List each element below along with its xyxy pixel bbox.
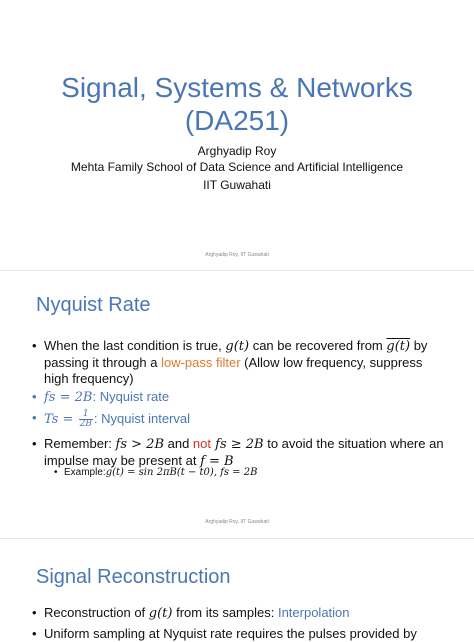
interpolation-term: Interpolation <box>277 605 350 620</box>
slide-heading-signal-reconstruction: Signal Reconstruction <box>36 566 231 588</box>
slide-divider <box>0 538 474 539</box>
text-segment: Remember: <box>44 436 116 451</box>
course-title-line1: Signal, Systems & Networks <box>61 72 413 103</box>
fraction-denominator: 2B <box>79 419 92 429</box>
bullet-dot: • <box>32 436 37 451</box>
bullet-recovery <box>32 338 452 386</box>
bullet-nyquist-interval <box>32 410 452 430</box>
text-segment: to avoid the situation where an impulse may be present at <box>44 436 444 468</box>
math-fs-equals-2b: fs = 2B <box>44 390 93 405</box>
text-segment: (Allow low frequency, suppress high frequency) <box>44 355 423 386</box>
bullet-dot: • <box>54 467 58 478</box>
bullet-reconstruction <box>32 605 452 621</box>
slide-heading-nyquist-rate: Nyquist Rate <box>36 294 151 316</box>
slide-divider <box>0 270 474 271</box>
not-emphasis: not <box>192 436 211 451</box>
math-g-of-t: g(t) <box>148 606 173 621</box>
text-segment: : Nyquist rate <box>92 389 170 404</box>
clipped-bullet <box>32 626 452 641</box>
text-segment: from its samples: <box>172 605 278 620</box>
bullet-nyquist-rate <box>32 389 452 405</box>
title-slide <box>0 0 474 270</box>
bullet-text <box>44 389 450 406</box>
bullet-dot: • <box>32 410 37 425</box>
math-g-bar-of-t: g(t) <box>386 339 411 354</box>
author-name: Arghyadip Roy <box>197 144 277 158</box>
math-fraction <box>79 410 93 429</box>
text-segment: and <box>164 436 193 451</box>
institute-name: IIT Guwahati <box>203 178 271 192</box>
math-ts-lhs: Ts = <box>44 411 78 427</box>
math-example: g(t) = sin 2πB(t − t0), fs = 2B <box>105 467 258 478</box>
math-fs-greater-2b: fs > 2B <box>115 437 164 452</box>
bullet-dot: • <box>32 338 37 353</box>
math-f-equals-b: f = B <box>200 454 234 469</box>
bullet-dot: • <box>32 389 37 404</box>
bullet-text <box>44 436 450 470</box>
slide-footer: Arghyadip Roy, IIT Guwahati <box>205 519 269 525</box>
bullet-text <box>44 605 450 622</box>
text-segment: Reconstruction of <box>44 605 149 620</box>
school-name: Mehta Family School of Data Science and Artificial Intelligence <box>70 160 404 174</box>
math-g-of-t: g(t) <box>225 339 250 354</box>
text-segment: When the last condition is true, <box>44 338 226 353</box>
text-segment: can be recovered from <box>249 338 387 353</box>
slide-footer: Arghyadip Roy, IIT Guwahati <box>205 252 269 258</box>
math-fs-geq-2b: fs ≥ 2B <box>211 437 264 452</box>
bullet-remember <box>32 436 452 470</box>
bullet-text <box>44 410 450 429</box>
text-segment: by passing it through a <box>44 338 428 370</box>
course-title-line2: (DA251) <box>184 105 290 136</box>
bullet-dot: • <box>32 626 37 641</box>
bullet-text <box>44 338 450 387</box>
low-pass-filter-term: low-pass filter <box>161 355 241 370</box>
text-segment: : Nyquist interval <box>93 410 190 426</box>
fraction-numerator: 1 <box>79 410 93 420</box>
bullet-text <box>64 467 257 479</box>
bullet-text: Uniform sampling at Nyquist rate requires the pulses provided by <box>44 626 417 641</box>
example-label: Example: <box>64 467 106 478</box>
bullet-dot: • <box>32 605 37 620</box>
